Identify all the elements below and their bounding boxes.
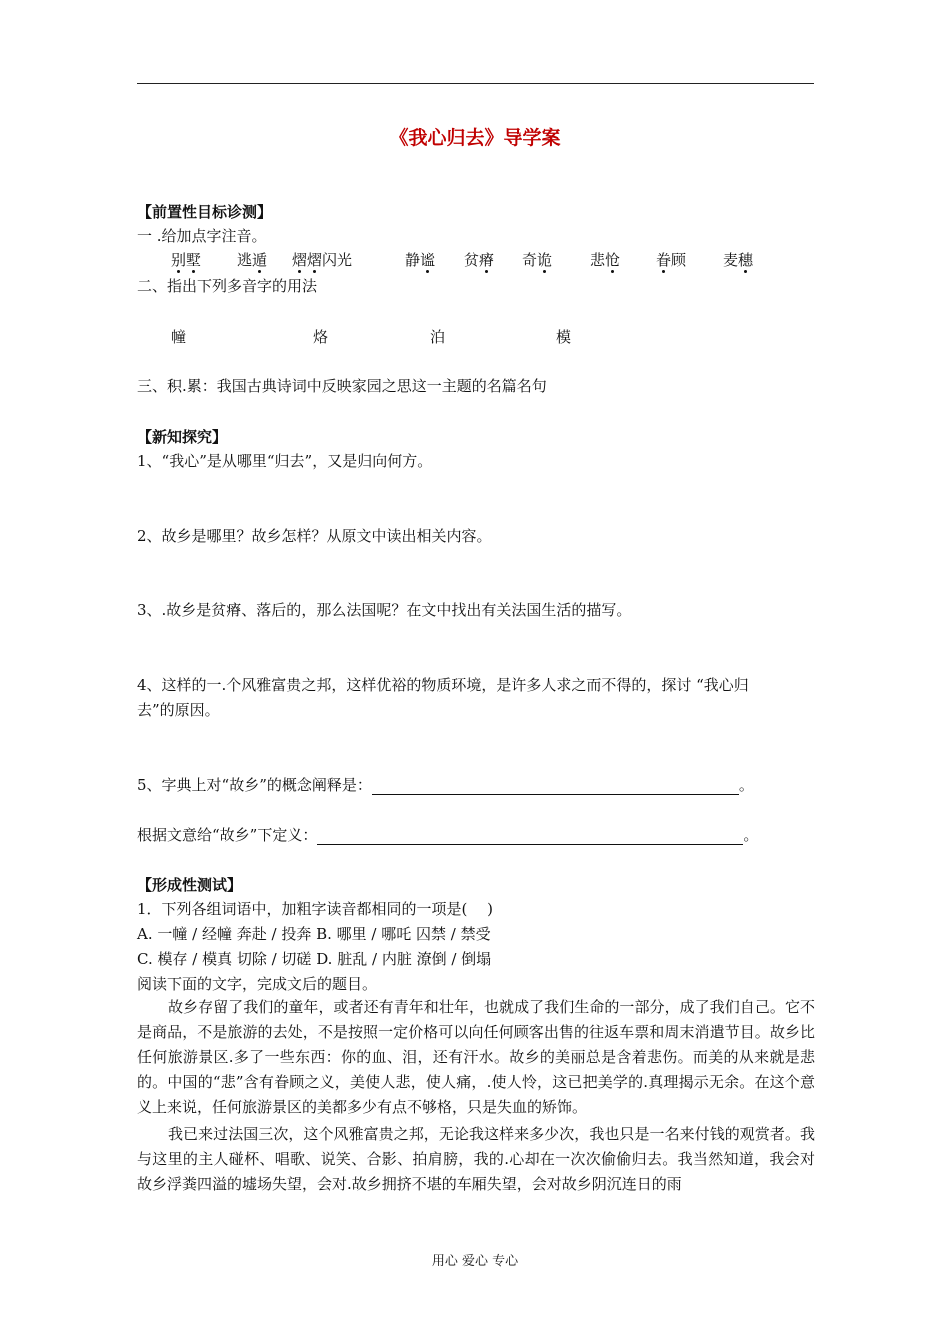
passage-paragraph: 故乡存留了我们的童年，或者还有青年和壮年，也就成了我们生命的一部分，成了我们自己。它不是商品，不是旅游的去处，不是按照一定价格可以向任何顾客出售的往返车票和周末消遣节目。故乡比任何旅游景区.多了一些东西：你的血、泪，还有汗水。故乡的美丽总是含着悲伤。而美的从来就是悲的。中国的“悲”含有眷顾之义，美使人悲，使人痛，.使人怜，这已把美学的.真理揭示无余。在这个意义上来说，任何旅游景区的美都多少有点不够格，只是失血的矫饰。 <box>137 998 815 1116</box>
word-item: 贫瘠 <box>464 251 495 269</box>
answer-blank[interactable] <box>372 778 739 795</box>
pre-question-3: 三、积.累：我国古典诗词中反映家园之思这一主题的名篇名句 <box>137 377 547 395</box>
explore-question-4-cont: 去”的原因。 <box>137 701 220 719</box>
test-option-cd: C. 模存 / 模真 切除 / 切磋 D. 脏乱 / 内脏 潦倒 / 倒塌 <box>137 950 492 968</box>
section-heading-test: 【形成性测试】 <box>137 876 243 894</box>
explore-question-6: 根据文意给“故乡”下定义： 。 <box>137 826 759 844</box>
explore-question-4: 4、这样的一.个风雅富贵之邦，这样优裕的物质环境，是许多人求之而不得的，探讨 “我心归 <box>137 676 749 694</box>
test-question-1: 1．下列各组词语中，加粗字读音都相同的一项是( ) <box>137 900 494 918</box>
word-item: 逃遁 <box>237 251 268 269</box>
polyphone-char: 泊 <box>430 328 446 346</box>
word-item: 熠熠闪光 <box>292 251 353 269</box>
polyphone-char: 模 <box>556 328 572 346</box>
word-item: 静谧 <box>405 251 436 269</box>
word-item: 眷顾 <box>656 251 687 269</box>
explore-question-1: 1、“我心”是从哪里“归去”，又是归向何方。 <box>137 452 433 470</box>
polyphone-char: 幢 <box>171 328 187 346</box>
header-rule <box>137 83 814 84</box>
pre-question-2: 二、指出下列多音字的用法 <box>137 277 318 295</box>
section-heading-explore: 【新知探究】 <box>137 428 228 446</box>
document-title: 《我心归去》导学案 <box>389 127 561 149</box>
reading-instruction: 阅读下面的文字，完成文后的题目。 <box>137 975 378 993</box>
explore-question-2: 2、故乡是哪里？故乡怎样？从原文中读出相关内容。 <box>137 527 492 545</box>
polyphone-char: 烙 <box>313 328 329 346</box>
explore-question-5: 5、字典上对“故乡”的概念阐释是： 。 <box>137 776 754 794</box>
test-option-ab: A. 一幢 / 经幢 奔赴 / 投奔 B. 哪里 / 哪吒 囚禁 / 禁受 <box>137 925 491 943</box>
word-item: 悲怆 <box>590 251 621 269</box>
reading-passage <box>137 995 815 1197</box>
word-item: 别墅 <box>171 251 202 269</box>
word-item: 奇诡 <box>522 251 553 269</box>
answer-blank[interactable] <box>317 828 743 845</box>
page-footer: 用心 爱心 专心 <box>431 1254 519 1269</box>
word-item: 麦穗 <box>723 251 754 269</box>
passage-paragraph: 我已来过法国三次，这个风雅富贵之邦，无论我这样来多少次，我也只是一名来付钱的观赏者。我与这里的主人碰杯、唱歌、说笑、合影、拍肩膀，我的.心却在一次次偷偷归去。我当然知道，我会对故乡浮粪四溢的墟场失望，会对.故乡拥挤不堪的车厢失望，会对故乡阴沉连日的雨 <box>137 1125 815 1193</box>
section-heading-pre: 【前置性目标诊测】 <box>137 203 273 221</box>
pre-question-1: 一 .给加点字注音。 <box>137 227 267 245</box>
explore-question-3: 3、.故乡是贫瘠、落后的，那么法国呢？在文中找出有关法国生活的描写。 <box>137 601 632 619</box>
